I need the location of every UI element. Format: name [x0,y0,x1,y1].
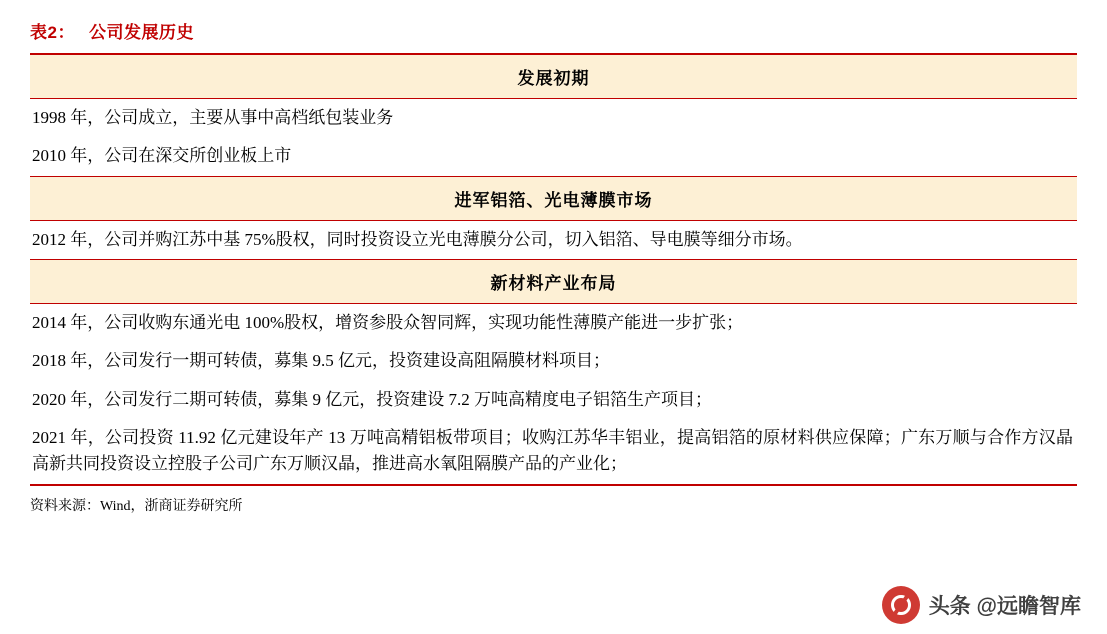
company-history-table [30,53,1077,486]
toutiao-logo-icon [882,586,920,624]
section-heading-1: 进军铝箔、光电薄膜市场 [30,176,1077,220]
table-row [30,381,1077,419]
watermark [882,586,1081,624]
history-item-2-3: 2021 年，公司投资 11.92 亿元建设年产 13 万吨高精铝板带项目；收购江苏华丰铝业，提高铝箔的原材料供应保障；广东万顺与合作方汉晶高新共同投资设立控股子公司广东万顺汉晶，推进高水氧阻隔膜产品的产业化； [32,428,1073,474]
table-caption [30,0,1077,53]
history-item-2-1: 2018 年，公司发行一期可转债，募集 9.5 亿元，投资建设高阻隔膜材料项目； [32,351,610,371]
history-item-2-0: 2014 年，公司收购东通光电 100%股权，增资参股众智同辉，实现功能性薄膜产能进一步扩张； [32,313,744,333]
table-section-header [30,176,1077,220]
table-caption-title: 公司发展历史 [88,23,194,42]
history-item-0-1: 2010 年，公司在深交所创业板上市 [32,146,292,166]
table-section-header [30,260,1077,304]
history-item-2-2: 2020 年，公司发行二期可转债，募集 9 亿元，投资建设 7.2 万吨高精度电子铝箔生产项目； [32,389,712,409]
table-section-header [30,54,1077,99]
table-caption-label: 表2： [30,23,75,42]
section-heading-2: 新材料产业布局 [30,260,1077,304]
table-row [30,220,1077,259]
history-item-1-0: 2012 年，公司并购江苏中基 75%股权，同时投资设立光电薄膜分公司，切入铝箔、导电膜等细分市场。 [32,229,803,249]
table-row [30,99,1077,138]
section-heading-0: 发展初期 [30,54,1077,99]
table-row [30,419,1077,485]
history-item-0-0: 1998 年，公司成立，主要从事中高档纸包装业务 [32,108,394,127]
table-source-note: 资料来源：Wind，浙商证券研究所 [30,498,243,514]
watermark-text: 头条 @远瞻智库 [928,595,1081,618]
table-row [30,342,1077,380]
table-row [30,304,1077,343]
table-row [30,137,1077,176]
